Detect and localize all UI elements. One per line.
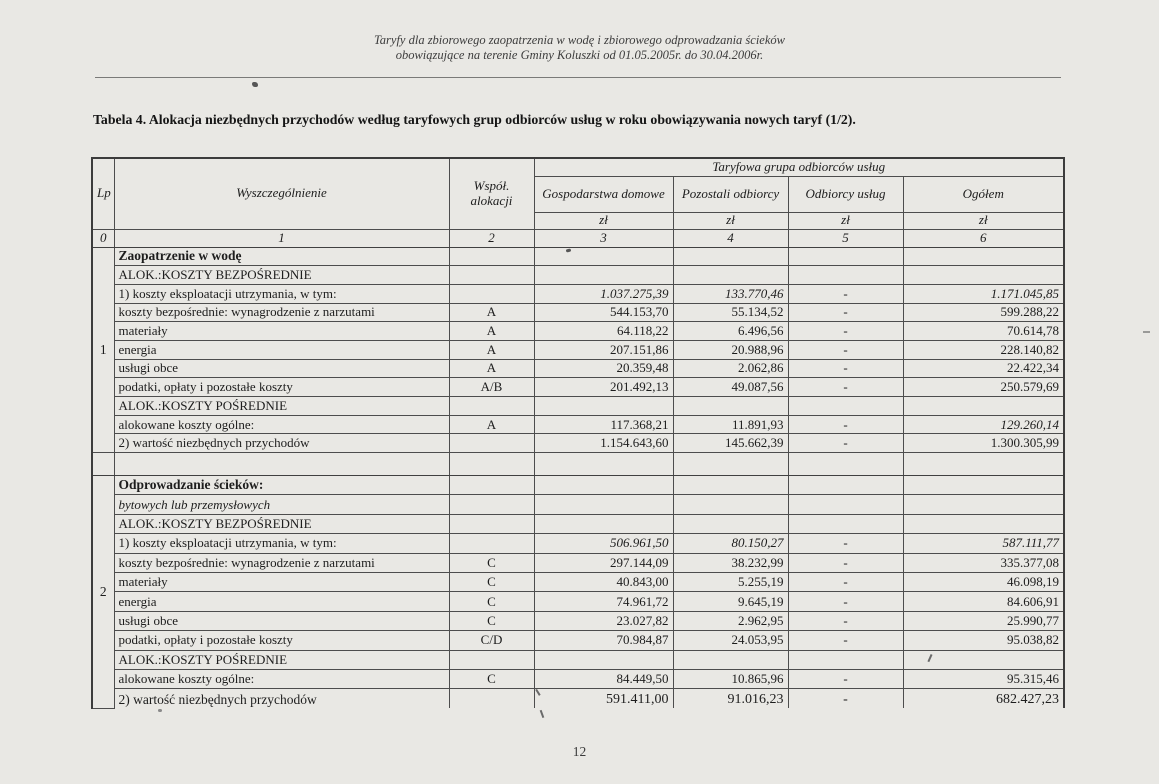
value-cell: 46.098,19: [903, 573, 1064, 592]
header-row-column-numbers: [92, 229, 1064, 247]
value-cell: [534, 476, 673, 495]
value-cell: 1.154.643,60: [534, 434, 673, 453]
row-label: koszty bezpośrednie: wynagrodzenie z narzutami: [114, 553, 449, 572]
value-cell: 95.315,46: [903, 669, 1064, 688]
value-cell: [903, 476, 1064, 495]
table-row: [92, 266, 1064, 285]
allocation-factor-cell: [449, 284, 534, 303]
row-label: alokowane koszty ogólne:: [114, 415, 449, 434]
value-cell: 70.984,87: [534, 631, 673, 650]
value-cell: 70.614,78: [903, 322, 1064, 341]
value-cell: [534, 397, 673, 416]
value-cell: 129.260,14: [903, 415, 1064, 434]
table-row: [92, 669, 1064, 688]
value-cell: 682.427,23: [903, 689, 1064, 709]
row-label: ALOK.:KOSZTY BEZPOŚREDNIE: [114, 514, 449, 533]
document-header-line1: Taryfy dla zbiorowego zaopatrzenia w wodę i zbiorowego odprowadzania ścieków: [373, 33, 785, 47]
value-cell: 591.411,00: [534, 689, 673, 709]
allocation-factor-cell: [449, 266, 534, 285]
allocation-factor-cell: C: [449, 573, 534, 592]
value-cell: 25.990,77: [903, 611, 1064, 630]
allocation-factor-cell: A: [449, 415, 534, 434]
value-cell: -: [788, 669, 903, 688]
column-header-odbiorcy-uslug: Odbiorcy usług: [788, 176, 903, 212]
allocation-factor-cell: A: [449, 340, 534, 359]
row-label: bytowych lub przemysłowych: [114, 495, 449, 514]
value-cell: [788, 397, 903, 416]
value-cell: 22.422,34: [903, 359, 1064, 378]
value-cell: -: [788, 303, 903, 322]
value-cell: -: [788, 631, 903, 650]
value-cell: 55.134,52: [673, 303, 788, 322]
value-cell: -: [788, 340, 903, 359]
row-label: ALOK.:KOSZTY POŚREDNIE: [114, 650, 449, 669]
table-row: [92, 611, 1064, 630]
value-cell: 207.151,86: [534, 340, 673, 359]
value-cell: -: [788, 689, 903, 709]
row-label: alokowane koszty ogólne:: [114, 669, 449, 688]
column-number: 1: [114, 229, 449, 247]
table-row: [92, 592, 1064, 611]
allocation-factor-cell: C: [449, 553, 534, 572]
row-label: materiały: [114, 573, 449, 592]
value-cell: 228.140,82: [903, 340, 1064, 359]
unit-cell: zł: [534, 212, 673, 229]
table-row: [92, 650, 1064, 669]
row-label: 1) koszty eksploatacji utrzymania, w tym:: [114, 284, 449, 303]
value-cell: 6.496,56: [673, 322, 788, 341]
row-label: 2) wartość niezbędnych przychodów: [114, 434, 449, 453]
value-cell: [673, 397, 788, 416]
row-label: 1) koszty eksploatacji utrzymania, w tym:: [114, 534, 449, 553]
value-cell: 95.038,82: [903, 631, 1064, 650]
header-row-group-title: [92, 158, 1064, 176]
value-cell: 1.037.275,39: [534, 284, 673, 303]
value-cell: 2.062,86: [673, 359, 788, 378]
row-label: energia: [114, 592, 449, 611]
scan-artifact: [540, 710, 544, 718]
row-label: ALOK.:KOSZTY POŚREDNIE: [114, 397, 449, 416]
row-label: Zaopatrzenie w wodę: [114, 247, 449, 266]
column-number: 2: [449, 229, 534, 247]
value-cell: [788, 650, 903, 669]
value-cell: [903, 247, 1064, 266]
allocation-factor-cell: A: [449, 359, 534, 378]
value-cell: 40.843,00: [534, 573, 673, 592]
column-header-group-title: Taryfowa grupa odbiorców usług: [534, 158, 1064, 176]
value-cell: 11.891,93: [673, 415, 788, 434]
value-cell: 117.368,21: [534, 415, 673, 434]
value-cell: [673, 514, 788, 533]
table-row: [92, 434, 1064, 453]
value-cell: 2.962,95: [673, 611, 788, 630]
page-number: 12: [572, 744, 587, 759]
allocation-factor-cell: [449, 476, 534, 495]
value-cell: 133.770,46: [673, 284, 788, 303]
row-label: usługi obce: [114, 359, 449, 378]
allocation-factor-cell: [449, 650, 534, 669]
value-cell: -: [788, 592, 903, 611]
wspol-line1: Współ.: [473, 177, 510, 193]
value-cell: [534, 650, 673, 669]
allocation-factor-cell: [449, 397, 534, 416]
scan-artifact: [158, 709, 162, 712]
table-section-water: [92, 247, 1064, 453]
table-row: [92, 284, 1064, 303]
value-cell: 544.153,70: [534, 303, 673, 322]
table-row: [92, 303, 1064, 322]
scan-artifact: [1143, 331, 1150, 333]
column-header-wyszczegolnienie: Wyszczególnienie: [114, 158, 449, 229]
table-row: [92, 495, 1064, 514]
table-row: [92, 397, 1064, 416]
value-cell: 145.662,39: [673, 434, 788, 453]
separator-row: [92, 453, 1064, 476]
column-number: 5: [788, 229, 903, 247]
value-cell: 250.579,69: [903, 378, 1064, 397]
value-cell: 84.606,91: [903, 592, 1064, 611]
column-header-lp: Lp: [92, 158, 114, 229]
value-cell: [788, 514, 903, 533]
row-label: ALOK.:KOSZTY BEZPOŚREDNIE: [114, 266, 449, 285]
document-header-line2: obowiązujące na terenie Gminy Koluszki od 01.05.2005r. do 30.04.2006r.: [395, 48, 764, 62]
unit-cell: zł: [903, 212, 1064, 229]
value-cell: [903, 514, 1064, 533]
table-section-sewage: [92, 476, 1064, 709]
row-label: koszty bezpośrednie: wynagrodzenie z narzutami: [114, 303, 449, 322]
value-cell: 23.027,82: [534, 611, 673, 630]
value-cell: 335.377,08: [903, 553, 1064, 572]
row-label: energia: [114, 340, 449, 359]
allocation-factor-cell: C: [449, 592, 534, 611]
value-cell: -: [788, 611, 903, 630]
value-cell: -: [788, 322, 903, 341]
allocation-factor-cell: C: [449, 669, 534, 688]
value-cell: -: [788, 378, 903, 397]
value-cell: 84.449,50: [534, 669, 673, 688]
value-cell: [903, 495, 1064, 514]
table-row: [92, 378, 1064, 397]
value-cell: 297.144,09: [534, 553, 673, 572]
column-number: 0: [92, 229, 114, 247]
value-cell: [903, 397, 1064, 416]
value-cell: [534, 266, 673, 285]
value-cell: [788, 266, 903, 285]
value-cell: 49.087,56: [673, 378, 788, 397]
allocation-factor-cell: C/D: [449, 631, 534, 650]
column-number: 3: [534, 229, 673, 247]
value-cell: 80.150,27: [673, 534, 788, 553]
value-cell: -: [788, 415, 903, 434]
lp-cell: 2: [92, 476, 114, 709]
value-cell: -: [788, 434, 903, 453]
value-cell: [673, 495, 788, 514]
value-cell: [534, 514, 673, 533]
row-label: Odprowadzanie ścieków:: [114, 476, 449, 495]
column-header-wspol-alokacji: [449, 158, 534, 229]
row-label: podatki, opłaty i pozostałe koszty: [114, 378, 449, 397]
table-row: [92, 553, 1064, 572]
allocation-table: [91, 157, 1065, 709]
value-cell: 9.645,19: [673, 592, 788, 611]
document-header: [0, 33, 1159, 63]
table-row: [92, 322, 1064, 341]
value-cell: -: [788, 359, 903, 378]
value-cell: 1.300.305,99: [903, 434, 1064, 453]
row-label: materiały: [114, 322, 449, 341]
column-header-gospodarstwa-domowe: Gospodarstwa domowe: [534, 176, 673, 212]
value-cell: -: [788, 284, 903, 303]
column-header-ogolem: Ogółem: [903, 176, 1064, 212]
row-label: podatki, opłaty i pozostałe koszty: [114, 631, 449, 650]
table-row: [92, 359, 1064, 378]
allocation-factor-cell: A/B: [449, 378, 534, 397]
column-number: 6: [903, 229, 1064, 247]
value-cell: [673, 476, 788, 495]
value-cell: [534, 247, 673, 266]
value-cell: 64.118,22: [534, 322, 673, 341]
table-row: [92, 534, 1064, 553]
unit-cell: zł: [788, 212, 903, 229]
value-cell: 587.111,77: [903, 534, 1064, 553]
value-cell: [673, 650, 788, 669]
value-cell: 599.288,22: [903, 303, 1064, 322]
table-row: [92, 573, 1064, 592]
table-row: [92, 514, 1064, 533]
table-row: [92, 340, 1064, 359]
value-cell: 20.359,48: [534, 359, 673, 378]
allocation-factor-cell: [449, 689, 534, 709]
value-cell: [788, 476, 903, 495]
value-cell: 91.016,23: [673, 689, 788, 709]
allocation-factor-cell: C: [449, 611, 534, 630]
column-number: 4: [673, 229, 788, 247]
allocation-factor-cell: A: [449, 303, 534, 322]
value-cell: [903, 266, 1064, 285]
value-cell: 1.171.045,85: [903, 284, 1064, 303]
wspol-line2: alokacji: [470, 192, 513, 208]
table-row: [92, 689, 1064, 709]
table-row: [92, 476, 1064, 495]
allocation-factor-cell: [449, 247, 534, 266]
value-cell: 201.492,13: [534, 378, 673, 397]
table-row: [92, 415, 1064, 434]
scan-artifact: [252, 82, 258, 87]
value-cell: 10.865,96: [673, 669, 788, 688]
value-cell: 5.255,19: [673, 573, 788, 592]
value-cell: 24.053,95: [673, 631, 788, 650]
allocation-factor-cell: [449, 514, 534, 533]
allocation-factor-cell: [449, 434, 534, 453]
value-cell: [534, 495, 673, 514]
table-row: [92, 247, 1064, 266]
value-cell: [673, 247, 788, 266]
allocation-factor-cell: A: [449, 322, 534, 341]
value-cell: -: [788, 534, 903, 553]
value-cell: 74.961,72: [534, 592, 673, 611]
value-cell: 506.961,50: [534, 534, 673, 553]
table-row: [92, 631, 1064, 650]
header-divider: [95, 77, 1061, 78]
value-cell: -: [788, 553, 903, 572]
value-cell: [788, 247, 903, 266]
table-title: Tabela 4. Alokacja niezbędnych przychodów według taryfowych grup odbiorców usług w roku obowiązywania nowych taryf (1/2).: [93, 112, 856, 127]
value-cell: 20.988,96: [673, 340, 788, 359]
unit-cell: zł: [673, 212, 788, 229]
allocation-factor-cell: [449, 534, 534, 553]
value-cell: [673, 266, 788, 285]
row-label: 2) wartość niezbędnych przychodów: [114, 689, 449, 709]
lp-cell: 1: [92, 247, 114, 453]
value-cell: [788, 495, 903, 514]
column-header-pozostali-odbiorcy: Pozostali odbiorcy: [673, 176, 788, 212]
row-label: usługi obce: [114, 611, 449, 630]
section-separator: [92, 453, 1064, 476]
allocation-factor-cell: [449, 495, 534, 514]
value-cell: 38.232,99: [673, 553, 788, 572]
value-cell: -: [788, 573, 903, 592]
